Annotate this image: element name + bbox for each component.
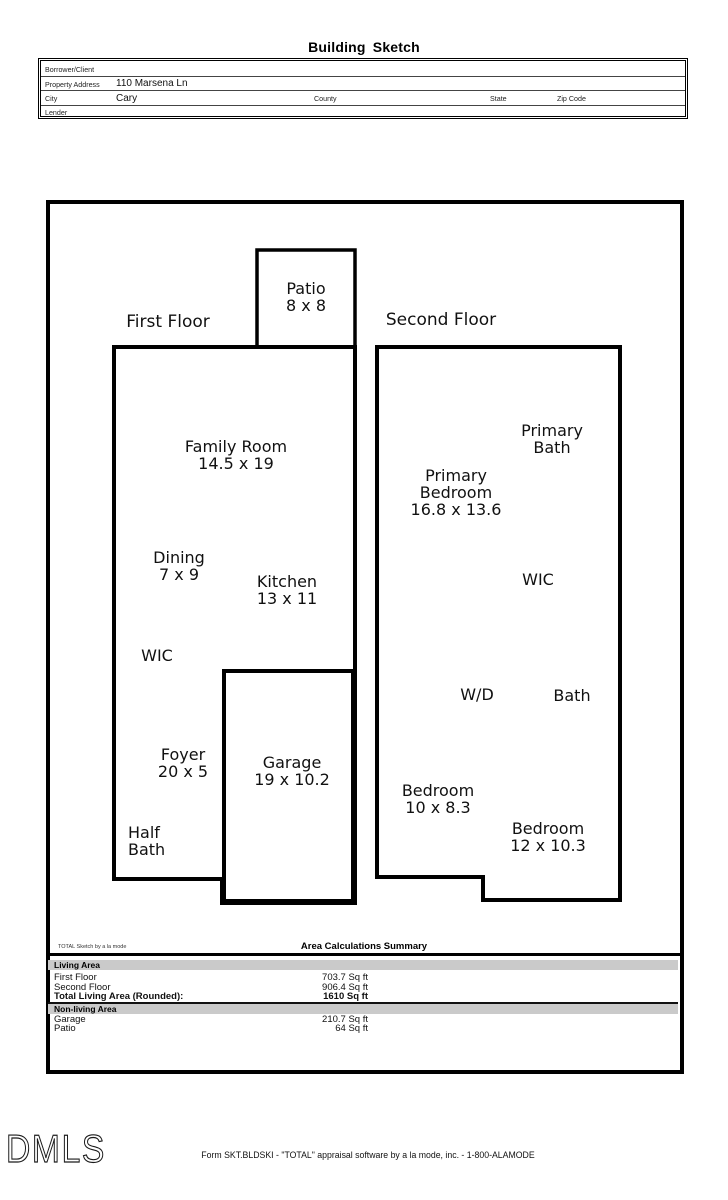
room-name: Bedroom bbox=[401, 781, 475, 800]
summary-divider-thick bbox=[46, 953, 684, 956]
summary-row-label: Second Floor bbox=[54, 982, 111, 993]
room-dims: 7 x 9 bbox=[159, 565, 199, 584]
city-label: City bbox=[45, 94, 58, 103]
room-name: Half bbox=[128, 823, 160, 842]
room-label-wic-first bbox=[141, 647, 173, 664]
first-floor-title: First Floor bbox=[126, 312, 210, 332]
room-label-bedroom-10 bbox=[402, 782, 474, 816]
room-label-primary-bath bbox=[521, 422, 583, 456]
area-summary-title: Area Calculations Summary bbox=[300, 941, 428, 952]
living-area-header: Living Area bbox=[48, 960, 678, 970]
room-name: Foyer bbox=[160, 745, 206, 764]
room-label-primary-bedroom bbox=[411, 467, 502, 518]
room-dims: 13 x 11 bbox=[256, 589, 318, 608]
summary-row-label: Garage bbox=[54, 1014, 86, 1025]
room-name: W/D bbox=[460, 685, 494, 704]
zip-code-label: Zip Code bbox=[557, 94, 586, 103]
room-label-half-bath bbox=[128, 824, 165, 858]
lender-label: Lender bbox=[45, 108, 68, 117]
sketch-attribution: TOTAL Sketch by a la mode bbox=[58, 944, 127, 950]
room-label-foyer bbox=[158, 746, 208, 780]
room-label-kitchen bbox=[257, 573, 317, 607]
property-address-label: Property Address bbox=[45, 80, 100, 89]
form-row-divider bbox=[41, 76, 685, 77]
summary-row-label: First Floor bbox=[54, 972, 97, 983]
first-floor-outline bbox=[114, 347, 355, 903]
summary-row-total-living bbox=[54, 992, 374, 1002]
borrower-label: Borrower/Client bbox=[45, 65, 95, 74]
room-dims: 10 x 8.3 bbox=[405, 798, 471, 817]
room-dims: 19 x 10.2 bbox=[254, 770, 330, 789]
room-name: Kitchen bbox=[256, 572, 318, 591]
room-label-patio bbox=[286, 280, 326, 314]
summary-row-value: 906.4 Sq ft bbox=[322, 982, 368, 993]
room-name: Primary bbox=[425, 466, 487, 485]
room-label-washer-dryer bbox=[460, 686, 494, 703]
property-address-value: 110 Marsena Ln bbox=[116, 78, 188, 89]
room-name: WIC bbox=[141, 646, 173, 665]
room-name: Bath bbox=[128, 840, 166, 859]
room-dims: 8 x 8 bbox=[286, 296, 326, 315]
room-name: Bedroom bbox=[511, 819, 585, 838]
room-name: Primary bbox=[521, 421, 583, 440]
summary-row-value: 703.7 Sq ft bbox=[322, 972, 368, 983]
room-name: Patio bbox=[286, 279, 326, 298]
room-name: Bath bbox=[553, 686, 591, 705]
room-label-bath bbox=[553, 687, 590, 704]
room-name: Bedroom bbox=[419, 483, 493, 502]
room-label-garage bbox=[254, 754, 330, 788]
room-name: Family Room bbox=[184, 437, 288, 456]
room-dims: 14.5 x 19 bbox=[198, 454, 274, 473]
room-label-bedroom-12 bbox=[510, 820, 586, 854]
room-label-dining bbox=[153, 549, 205, 583]
summary-row-label: Patio bbox=[54, 1023, 76, 1034]
summary-row-value: 1610 Sq ft bbox=[323, 991, 368, 1002]
room-name: Garage bbox=[262, 753, 322, 772]
room-dims: 20 x 5 bbox=[157, 762, 209, 781]
summary-row-label: Total Living Area (Rounded): bbox=[54, 991, 184, 1002]
form-row-divider bbox=[41, 105, 685, 106]
city-value: Cary bbox=[116, 93, 138, 104]
room-name: Dining bbox=[153, 548, 205, 567]
room-label-family-room bbox=[185, 438, 287, 472]
state-label: State bbox=[490, 94, 507, 103]
page-title: Building Sketch bbox=[308, 39, 420, 55]
room-name: WIC bbox=[522, 570, 554, 589]
second-floor-outline bbox=[377, 347, 620, 900]
room-dims: 16.8 x 13.6 bbox=[410, 500, 502, 519]
dmls-logo: DMLS bbox=[6, 1127, 106, 1171]
county-label: County bbox=[314, 94, 337, 103]
room-dims: 12 x 10.3 bbox=[510, 836, 586, 855]
room-label-wic-second bbox=[522, 571, 554, 588]
form-row-divider bbox=[41, 90, 685, 91]
summary-row-value: 64 Sq ft bbox=[335, 1023, 368, 1034]
footer-form-text: Form SKT.BLDSKI - "TOTAL" appraisal software by a la mode, inc. - 1-800-ALAMODE bbox=[201, 1150, 535, 1160]
summary-row-patio bbox=[54, 1024, 374, 1034]
room-name: Bath bbox=[533, 438, 571, 457]
second-floor-title: Second Floor bbox=[385, 310, 497, 330]
summary-row-value: 210.7 Sq ft bbox=[322, 1014, 368, 1025]
non-living-area-header: Non-living Area bbox=[48, 1004, 678, 1014]
header-form bbox=[40, 60, 686, 117]
